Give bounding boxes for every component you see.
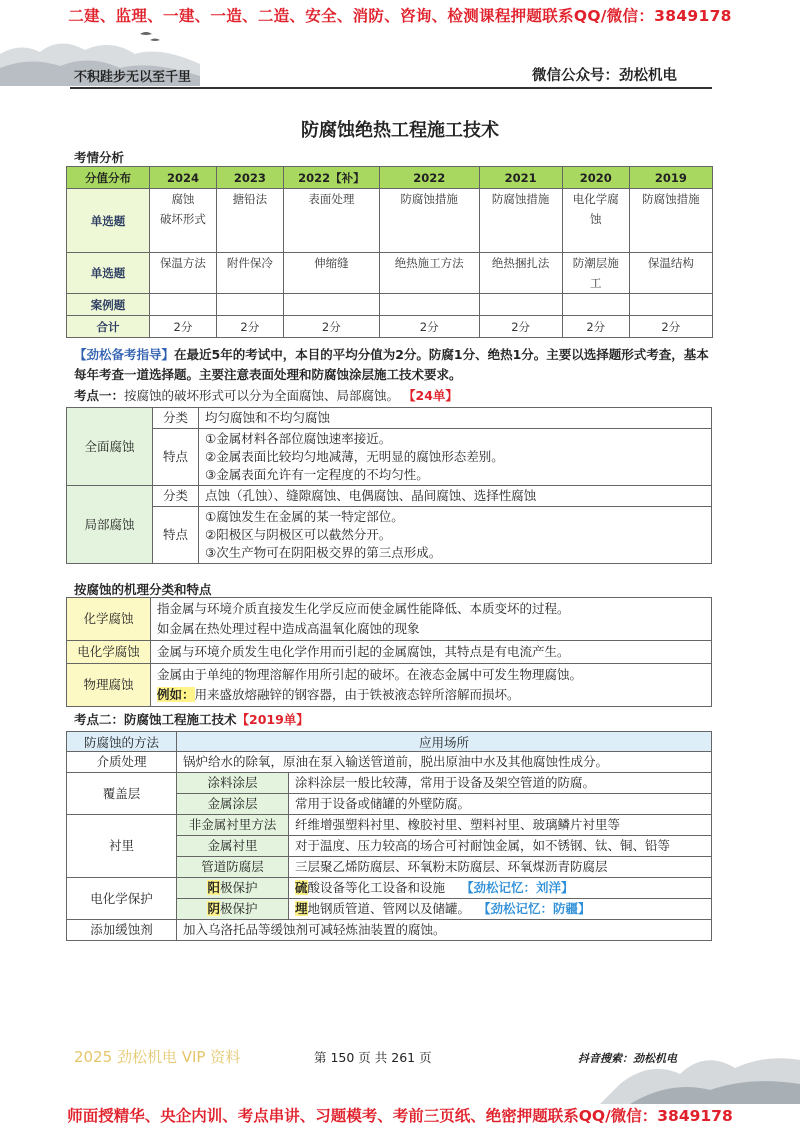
cover-sub-name: 金属涂层 [177,794,289,815]
mechanism-table [66,597,712,707]
example-text: 用来盛放熔融锌的钢容器，由于铁被液态锌所溶解而损坏。 [194,687,520,702]
memory-note: 【劲松记忆：防疆】 [477,901,591,916]
exam-row-head: 合计 [67,316,150,338]
table-row [67,773,712,794]
anode-text-hl: 硫 [295,880,308,895]
cathode-hl: 阴 [207,901,220,916]
chemical-corrosion-desc [151,598,712,641]
physical-corrosion-desc [151,664,712,707]
table-row [67,752,712,773]
local-corrosion-name: 局部腐蚀 [67,486,153,564]
exam-cell: 2分 [629,316,712,338]
exam-cell: 搪铅法 [216,189,283,253]
point-one-text: 按腐蚀的破坏形式可以分为全面腐蚀、局部腐蚀。 [124,388,400,403]
anticorrosion-methods-table [66,731,712,941]
methods-col-method: 防腐蚀的方法 [67,732,177,752]
study-guide-text: 在最近5年的考试中，本目的平均分值为2分。防腐1分、绝热1分。主要以选择题形式考查，基本每年考查一道选择题。主要注意表面处理和防腐蚀涂层施工技术要求。 [74,347,709,382]
exam-cell: 伸缩缝 [283,253,379,294]
exam-cell [150,294,217,316]
exam-cell: 防腐蚀措施 [379,189,479,253]
memory-note: 【劲松记忆：刘洋】 [460,880,574,895]
cathode-protection-text [289,899,712,920]
electrochemical-corrosion-desc [151,641,712,664]
anode-rest: 极保护 [220,880,258,895]
list-item: ②阳极区与阴极区可以截然分开。 [205,527,392,542]
exam-cell: 防腐蚀措施 [629,189,712,253]
table-row [67,316,713,338]
medium-treatment-name: 介质处理 [67,752,177,773]
anode-protection-text [289,878,712,899]
exam-cell: 2分 [216,316,283,338]
table-row [67,878,712,899]
exam-col-header: 2020 [562,167,629,189]
exam-cell: 电化学腐 蚀 [562,189,629,253]
exam-col-header: 2022【补】 [283,167,379,189]
lining-sub-name: 非金属衬里方法 [177,815,289,836]
cathode-rest: 极保护 [220,901,258,916]
table-row [67,429,712,486]
table-row [67,189,713,253]
table-header [67,732,712,752]
anode-protection-name [177,878,289,899]
footer-search: 抖音搜索：劲松机电 [578,1052,677,1065]
exam-cell: 2分 [283,316,379,338]
exam-cell: 2分 [562,316,629,338]
exam-col-header: 2021 [479,167,562,189]
exam-col-header: 分值分布 [67,167,150,189]
table-row [67,920,712,941]
cathode-text-hl: 埋 [295,901,308,916]
anode-text-rest: 酸设备等化工设备和设施 [307,880,446,895]
medium-treatment-text: 锅炉给水的除氧，原油在泵入输送管道前，脱出原油中水及其他腐蚀性成分。 [177,752,712,773]
footer-vip-label: 2025 劲松机电 VIP 资料 [74,1048,241,1066]
list-item: ①金属材料各部位腐蚀速率接近。 [205,431,392,446]
exam-cell: 绝热捆扎法 [479,253,562,294]
point-two-badge: 【2019单】 [236,712,309,727]
exam-col-header: 2022 [379,167,479,189]
exam-table-header [67,167,713,189]
mechanism-label: 按腐蚀的机理分类和特点 [74,582,212,597]
header-divider [70,87,712,89]
exam-col-header: 2023 [216,167,283,189]
exam-cell: 腐蚀 破坏形式 [150,189,217,253]
exam-cell: 2分 [150,316,217,338]
top-banner: 二建、监理、一建、一造、二造、安全、消防、咨询、检测课程押题联系QQ/微信：3849178 [68,7,732,25]
desc-line: 金属由于单纯的物理溶解作用所引起的破坏。在液态金属中可发生物理腐蚀。 [157,667,583,682]
exam-row-head: 案例题 [67,294,150,316]
table-row [67,815,712,836]
study-guide [74,345,714,385]
exam-cell [283,294,379,316]
exam-cell: 保温结构 [629,253,712,294]
point-one-badge: 【24单】 [403,388,458,403]
local-class-label: 分类 [153,486,199,507]
table-row [67,641,712,664]
point-one-line [74,386,458,404]
full-class-value: 均匀腐蚀和不均匀腐蚀 [199,408,712,429]
exam-analysis-table [66,166,713,338]
point-two-label: 考点二：防腐蚀工程施工技术 [74,712,237,727]
local-feature-label: 特点 [153,507,199,564]
table-row [67,486,712,507]
cover-sub-text: 常用于设备或储罐的外壁防腐。 [289,794,712,815]
table-row [67,408,712,429]
exam-cell: 绝热施工方法 [379,253,479,294]
page-number: 第 150 页 共 261 页 [314,1050,432,1065]
exam-row-head: 单选题 [67,253,150,294]
desc-line [157,685,705,705]
chemical-corrosion-name: 化学腐蚀 [67,598,151,641]
physical-corrosion-name: 物理腐蚀 [67,664,151,707]
header-account: 微信公众号：劲松机电 [532,68,677,84]
exam-cell [379,294,479,316]
cover-sub-text: 涂料涂层一般比较薄，常用于设备及架空管道的防腐。 [289,773,712,794]
table-row [67,294,713,316]
inhibitor-name: 添加缓蚀剂 [67,920,177,941]
exam-col-header: 2024 [150,167,217,189]
list-item: ③次生产物可在阴阳极交界的第三点形成。 [205,545,442,560]
inhibitor-text: 加入乌洛托品等缓蚀剂可减轻炼油装置的腐蚀。 [177,920,712,941]
lining-sub-text: 三层聚乙烯防腐层、环氧粉末防腐层、环氧煤沥青防腐层 [289,857,712,878]
lining-sub-name: 管道防腐层 [177,857,289,878]
list-item: ②金属表面比较均匀地减薄，无明显的腐蚀形态差别。 [205,449,504,464]
exam-cell: 表面处理 [283,189,379,253]
exam-cell: 附件保冷 [216,253,283,294]
cover-sub-name: 涂料涂层 [177,773,289,794]
exam-cell: 2分 [479,316,562,338]
example-label: 例如： [157,687,195,702]
desc-line: 金属与环境介质发生电化学作用而引起的金属腐蚀，其特点是有电流产生。 [157,644,570,659]
table-row [67,664,712,707]
exam-cell: 2分 [379,316,479,338]
table-row [67,598,712,641]
electrochemical-corrosion-name: 电化学腐蚀 [67,641,151,664]
full-corrosion-name: 全面腐蚀 [67,408,153,486]
table-row [67,253,713,294]
point-two-line [74,710,309,728]
exam-cell: 保温方法 [150,253,217,294]
bottom-banner: 师面授精华、央企内训、考点串讲、习题模考、考前三页纸、绝密押题联系QQ/微信：3849178 [67,1107,733,1125]
electro-protection-name: 电化学保护 [67,878,177,920]
lining-name: 衬里 [67,815,177,878]
full-feature-label: 特点 [153,429,199,486]
ink-mountain-decoration [600,1040,800,1104]
exam-cell [216,294,283,316]
local-class-value: 点蚀（孔蚀）、缝隙腐蚀、电偶腐蚀、晶间腐蚀、选择性腐蚀 [199,486,712,507]
lining-sub-text: 对于温度、压力较高的场合可衬耐蚀金属，如不锈钢、钛、铜、铅等 [289,836,712,857]
full-features [199,429,712,486]
local-features [199,507,712,564]
exam-cell [479,294,562,316]
exam-cell: 防腐蚀措施 [479,189,562,253]
exam-cell [562,294,629,316]
exam-cell [629,294,712,316]
full-class-label: 分类 [153,408,199,429]
list-item: ③金属表面允许有一定程度的不均匀性。 [205,467,429,482]
exam-analysis-label: 考情分析 [74,150,125,165]
table-row [67,507,712,564]
exam-col-header: 2019 [629,167,712,189]
header-slogan: 不积跬步无以至千里 [74,70,192,85]
exam-row-head: 单选题 [67,189,150,253]
anode-hl: 阳 [207,880,220,895]
methods-col-usage: 应用场所 [177,732,712,752]
cathode-text-rest: 地钢质管道、管网以及储罐。 [307,901,471,916]
exam-cell: 防潮层施 工 [562,253,629,294]
lining-sub-text: 纤维增强塑料衬里、橡胶衬里、塑料衬里、玻璃鳞片衬里等 [289,815,712,836]
corrosion-form-table [66,407,712,564]
cathode-protection-name [177,899,289,920]
lining-sub-name: 金属衬里 [177,836,289,857]
desc-line: 如金属在热处理过程中造成高温氧化腐蚀的现象 [157,621,420,636]
study-guide-tag: 【劲松备考指导】 [74,347,175,362]
desc-line: 指金属与环境介质直接发生化学反应而使金属性能降低、本质变坏的过程。 [157,601,570,616]
cover-layer-name: 覆盖层 [67,773,177,815]
list-item: ①腐蚀发生在金属的某一特定部位。 [205,509,404,524]
page-title: 防腐蚀绝热工程施工技术 [301,120,499,141]
point-one-label: 考点一： [74,388,125,403]
